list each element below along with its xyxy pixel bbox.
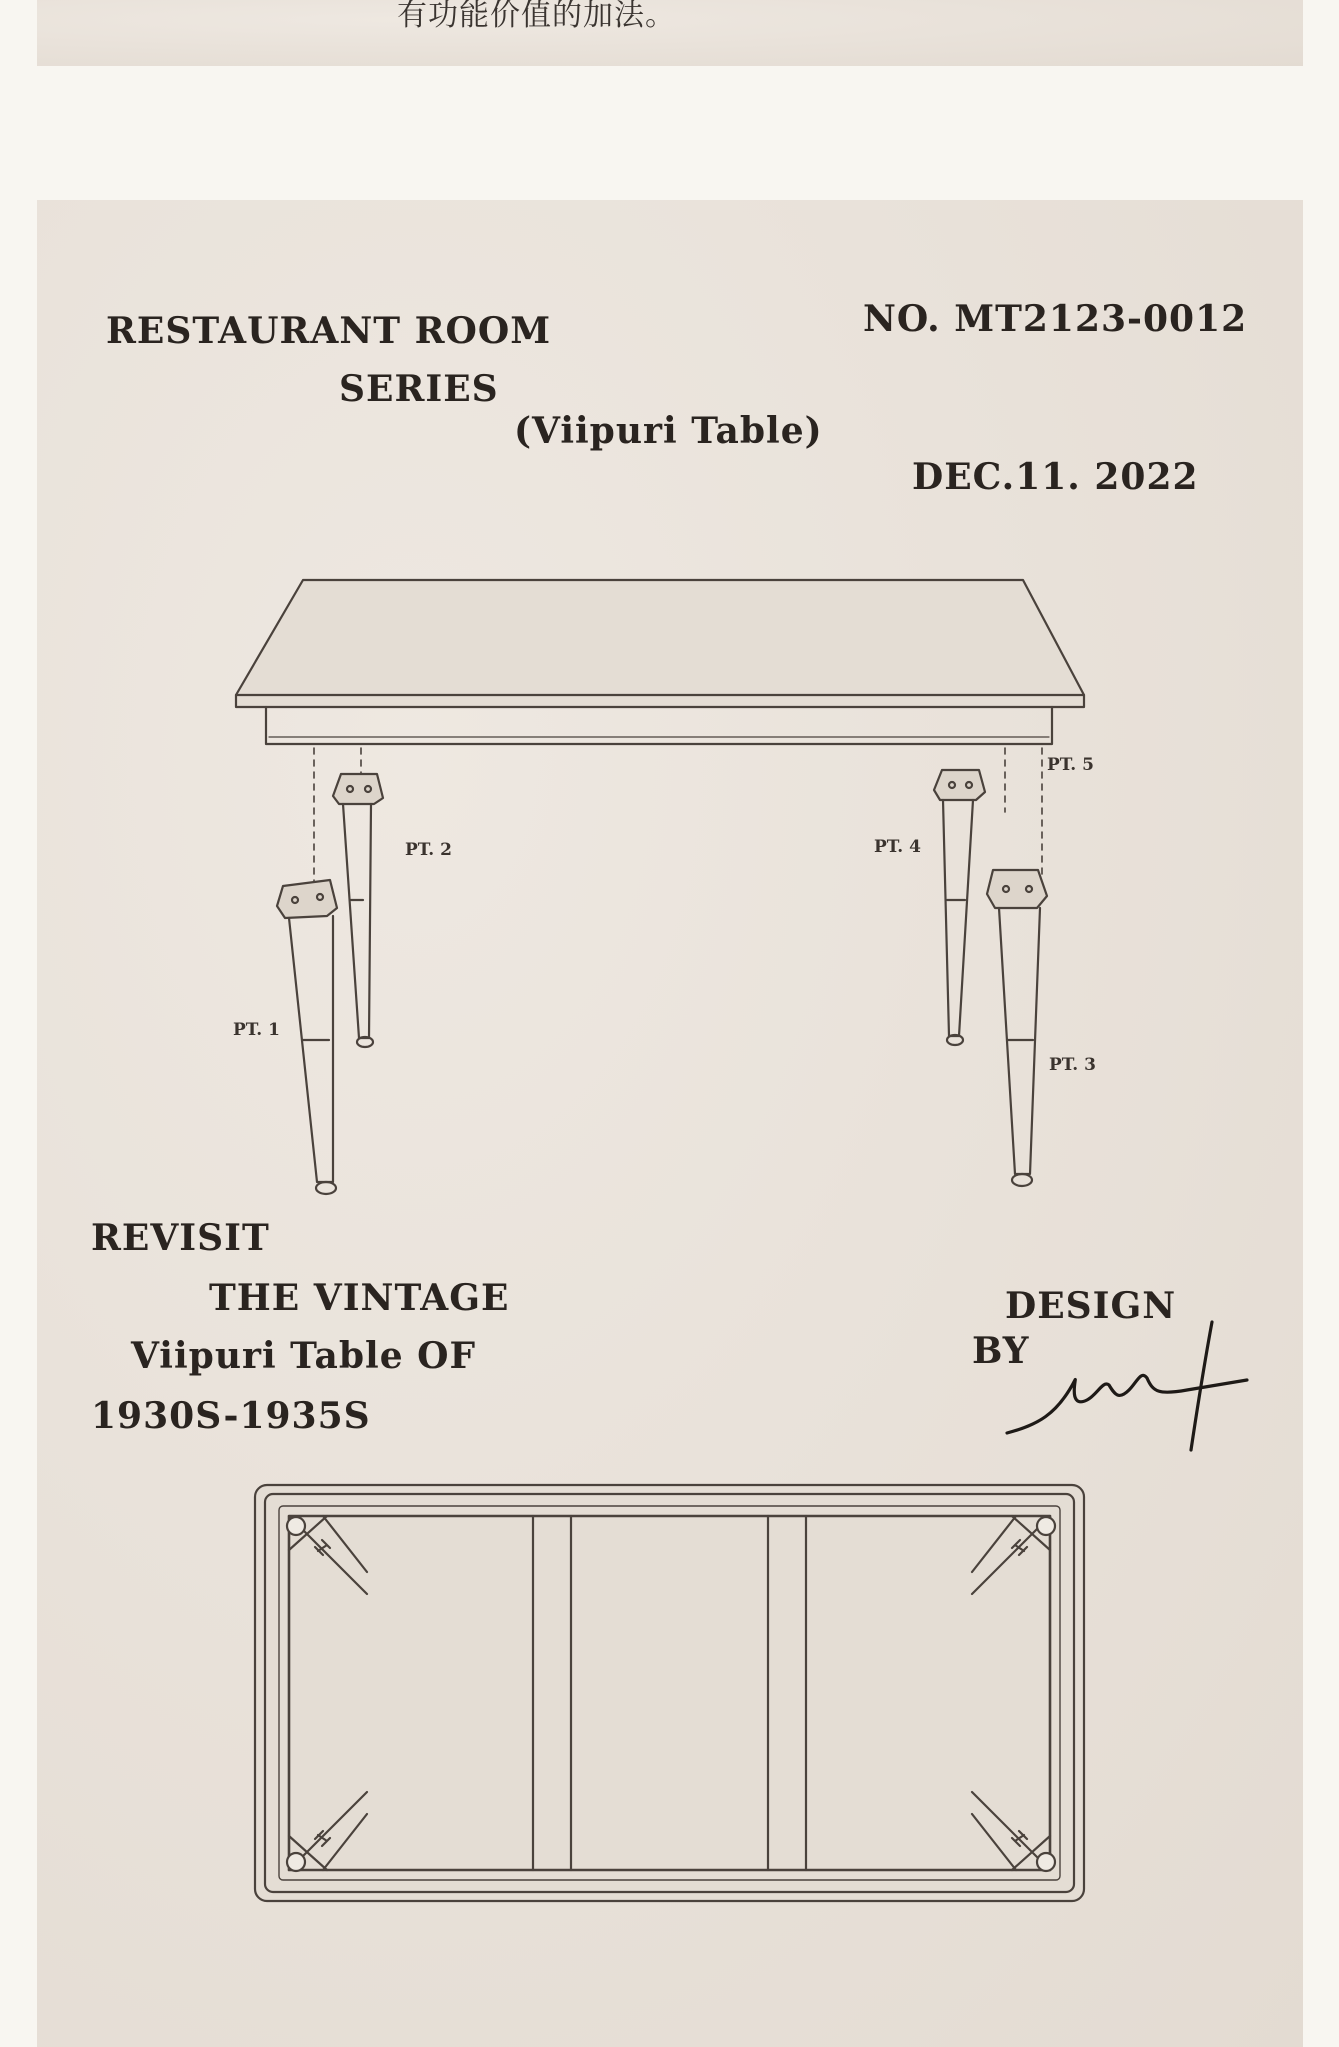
blueprint-sheet bbox=[37, 200, 1303, 2047]
document-number: NO. MT2123-0012 bbox=[863, 298, 1248, 340]
tagline-line3: Viipuri Table OF bbox=[131, 1335, 477, 1377]
leg-pt2-drawing bbox=[333, 774, 383, 1047]
table-plan-drawing bbox=[255, 1485, 1084, 1901]
paper-strip-top bbox=[37, 0, 1303, 66]
designer-signature bbox=[1007, 1322, 1247, 1450]
label-pt1: PT. 1 bbox=[233, 1020, 280, 1040]
table-top-drawing bbox=[236, 580, 1084, 744]
leg-pt4-drawing bbox=[934, 770, 985, 1045]
tagline-line2: THE VINTAGE bbox=[209, 1277, 510, 1319]
label-pt2: PT. 2 bbox=[405, 840, 452, 860]
table-drawing bbox=[37, 200, 1303, 2047]
tagline-line1: REVISIT bbox=[91, 1217, 270, 1259]
label-pt5: PT. 5 bbox=[1047, 755, 1094, 775]
credit-line2: BY bbox=[972, 1330, 1030, 1372]
tagline-line4: 1930S-1935S bbox=[91, 1395, 371, 1437]
leg-pt3-drawing bbox=[987, 870, 1047, 1186]
series-line1: RESTAURANT ROOM bbox=[106, 310, 552, 352]
document-date: DEC.11. 2022 bbox=[912, 456, 1199, 498]
label-pt4: PT. 4 bbox=[874, 837, 921, 857]
leg-pt1-drawing bbox=[277, 880, 337, 1194]
top-caption: 有功能价值的加法。 bbox=[397, 0, 676, 33]
credit-line1: DESIGN bbox=[1005, 1285, 1177, 1327]
series-line2: SERIES bbox=[339, 368, 499, 410]
product-name: (Viipuri Table) bbox=[514, 410, 823, 452]
label-pt3: PT. 3 bbox=[1049, 1055, 1096, 1075]
